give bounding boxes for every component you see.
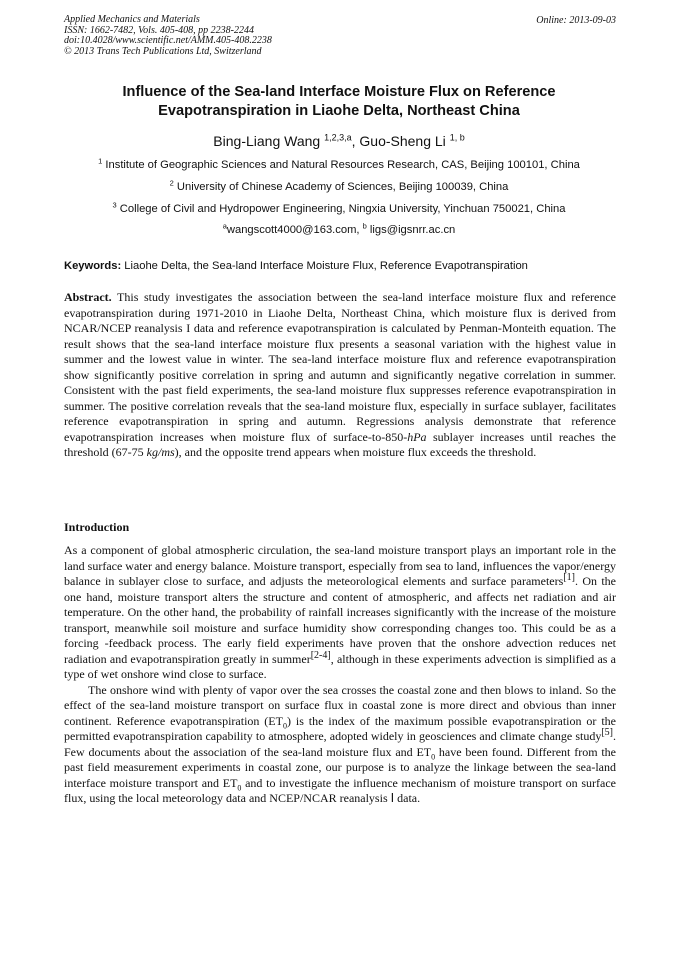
abstract-unit-hpa: hPa: [407, 429, 427, 444]
affiliation-1-text: Institute of Geographic Sciences and Natural Resources Research, CAS, Beijing 100101, China: [105, 159, 580, 171]
abstract-text-3: ), and the opposite trend appears when moisture flux exceeds the threshold.: [174, 445, 537, 459]
email-b: ligs@igsnrr.ac.cn: [369, 224, 456, 236]
intro-p2-text-d: have been found. Different from the past field measurement experiments in coastal zone, our purpose is to analyze the linkage between the sea-land interface moisture transport and ET: [64, 744, 616, 790]
intro-paragraph-2: [64, 683, 616, 807]
abstract-unit-kgms: kg/ms: [146, 445, 175, 459]
abstract-text-2: sublayer increases until reaches the threshold (67-75: [64, 429, 616, 459]
keywords-label: Keywords:: [64, 260, 122, 272]
title-line-1: Influence of the Sea-land Interface Moisture Flux on Reference: [122, 84, 556, 100]
et0-subscript-2: 0: [431, 751, 436, 761]
journal-name: Applied Mechanics and Materials: [64, 14, 200, 25]
abstract-block: [64, 290, 616, 461]
issn-line: ISSN: 1662-7482, Vols. 405-408, pp 2238-2244: [64, 24, 254, 36]
email-line: [50, 223, 628, 237]
author-1: Bing-Liang Wang: [213, 133, 321, 149]
title-line-2: Evapotranspiration in Liaohe Delta, Northeast China: [158, 103, 520, 119]
author-2: Guo-Sheng Li: [359, 133, 446, 149]
affiliation-2: [50, 180, 628, 194]
abstract-text-1: This study investigates the association between the sea-land interface moisture flux and reference evapotranspiration during 1971-2010 in Liaohe Delta, Northeast China, which moisture flux is derived from NCAR/NCEP reanalysis I data and reference evapotranspiration is calculated by Penman-Monteith equation. The result shows that the sea-land interface moisture flux presents a seasonal variation with the highest value in summer and the lowest value in winter. The sea-land interface moisture flux and reference evapotranspiration show significantly positive correlation in spring and autumn and significantly negative correlation in summer. Consistent with the past field experiments, the sea-land moisture flux suppresses reference evapotranspiration in summer. The positive correlation reveals that the sea-land moisture flux, especially in surface sublayer, facilitates reference evapotranspiration in spring and autumn. Regressions analysis demonstrate that reference evapotranspiration increases when moisture flux of surface-to-850-: [64, 290, 616, 444]
affiliation-3-number: 3: [112, 200, 117, 210]
affiliation-2-number: 2: [169, 178, 174, 188]
author-2-affil: 1, b: [449, 132, 465, 143]
intro-paragraph-1: [64, 543, 616, 683]
author-1-affil: 1,2,3,a: [324, 132, 352, 143]
doi-line: doi:10.4028/www.scientific.net/AMM.405-408.2238: [64, 35, 272, 46]
online-date: Online: 2013-09-03: [536, 15, 616, 26]
intro-p1-text-b: . On the one hand, moisture transport alters the structure and content of atmospheric, and affects net radiation and air temperature. On the other hand, the probability of rainfall increases significantly with the increase of the moisture transport, meanwhile soil moisture and surface humidity show corresponding changes too. This could be as a forcing -feedback process. The early field experiments have proven that the onshore advection reduces net radiation and evapotranspiration greatly in summer: [64, 574, 616, 666]
affiliation-3-text: College of Civil and Hydropower Engineering, Ningxia University, Yinchuan 750021, China: [119, 203, 566, 215]
citation-1: [1]: [563, 572, 575, 583]
citation-5: [5]: [601, 727, 613, 738]
affiliation-2-text: University of Chinese Academy of Sciences, Beijing 100039, China: [176, 181, 509, 193]
journal-header: [64, 15, 272, 57]
intro-p1-text-c: , although in these experiments advection is simplified as a type of wet onshore wind close to surface.: [64, 651, 617, 681]
intro-p2-text-b: ) is the index of the maximum possible evapotranspiration or the permitted evapotranspiration capability to atmosphere, adopted widely in geosciences and climate change study: [64, 713, 616, 743]
affiliation-1-number: 1: [98, 156, 103, 166]
intro-p2-text-a: The onshore wind with plenty of vapor over the sea crosses the coastal zone and then blows to inland. So the effect of the sea-land moisture transport on surface flux in coastal zone is more direct and obvious than inner continent. Reference evapotranspiration (ET: [64, 682, 616, 728]
author-list: [60, 132, 618, 150]
abstract-label: Abstract.: [64, 290, 112, 304]
abstract-paragraph: [64, 290, 616, 461]
affiliation-3: [50, 202, 628, 216]
author-separator: ,: [351, 133, 360, 149]
copyright-line: © 2013 Trans Tech Publications Ltd, Switzerland: [64, 45, 262, 57]
paper-title: [60, 83, 618, 121]
introduction-heading: Introduction: [64, 520, 130, 534]
affiliation-1: [50, 158, 628, 172]
introduction-body: [64, 543, 616, 807]
citation-2-4: [2-4]: [310, 649, 331, 661]
intro-p2-text-c: . Few documents about the association of the sea-land moisture flux and ET: [64, 729, 616, 759]
intro-p2-text-e: and to investigate the influence mechanism of moisture transport on surface flux, using the local meteorology data and NCEP/NCAR reanalysis Ⅰ data.: [64, 775, 616, 805]
et0-subscript-1: 0: [282, 720, 287, 730]
intro-p1-text-a: As a component of global atmospheric circulation, the sea-land moisture transport plays an important role in the land surface water and energy balance. Moisture transport, especially from sea to land, influences the vapor/energy balance in sublayer close to surface, and adjusts the meteorological elements and surface parameters: [64, 543, 617, 588]
email-b-marker: b: [362, 221, 367, 231]
et0-subscript-3: 0: [237, 782, 242, 792]
keywords-text: Liaohe Delta, the Sea-land Interface Moisture Flux, Reference Evapotranspiration: [121, 260, 528, 272]
email-a: wangscott4000@163.com,: [226, 224, 363, 236]
email-a-marker: a: [222, 221, 227, 231]
keywords-line: [64, 259, 616, 273]
